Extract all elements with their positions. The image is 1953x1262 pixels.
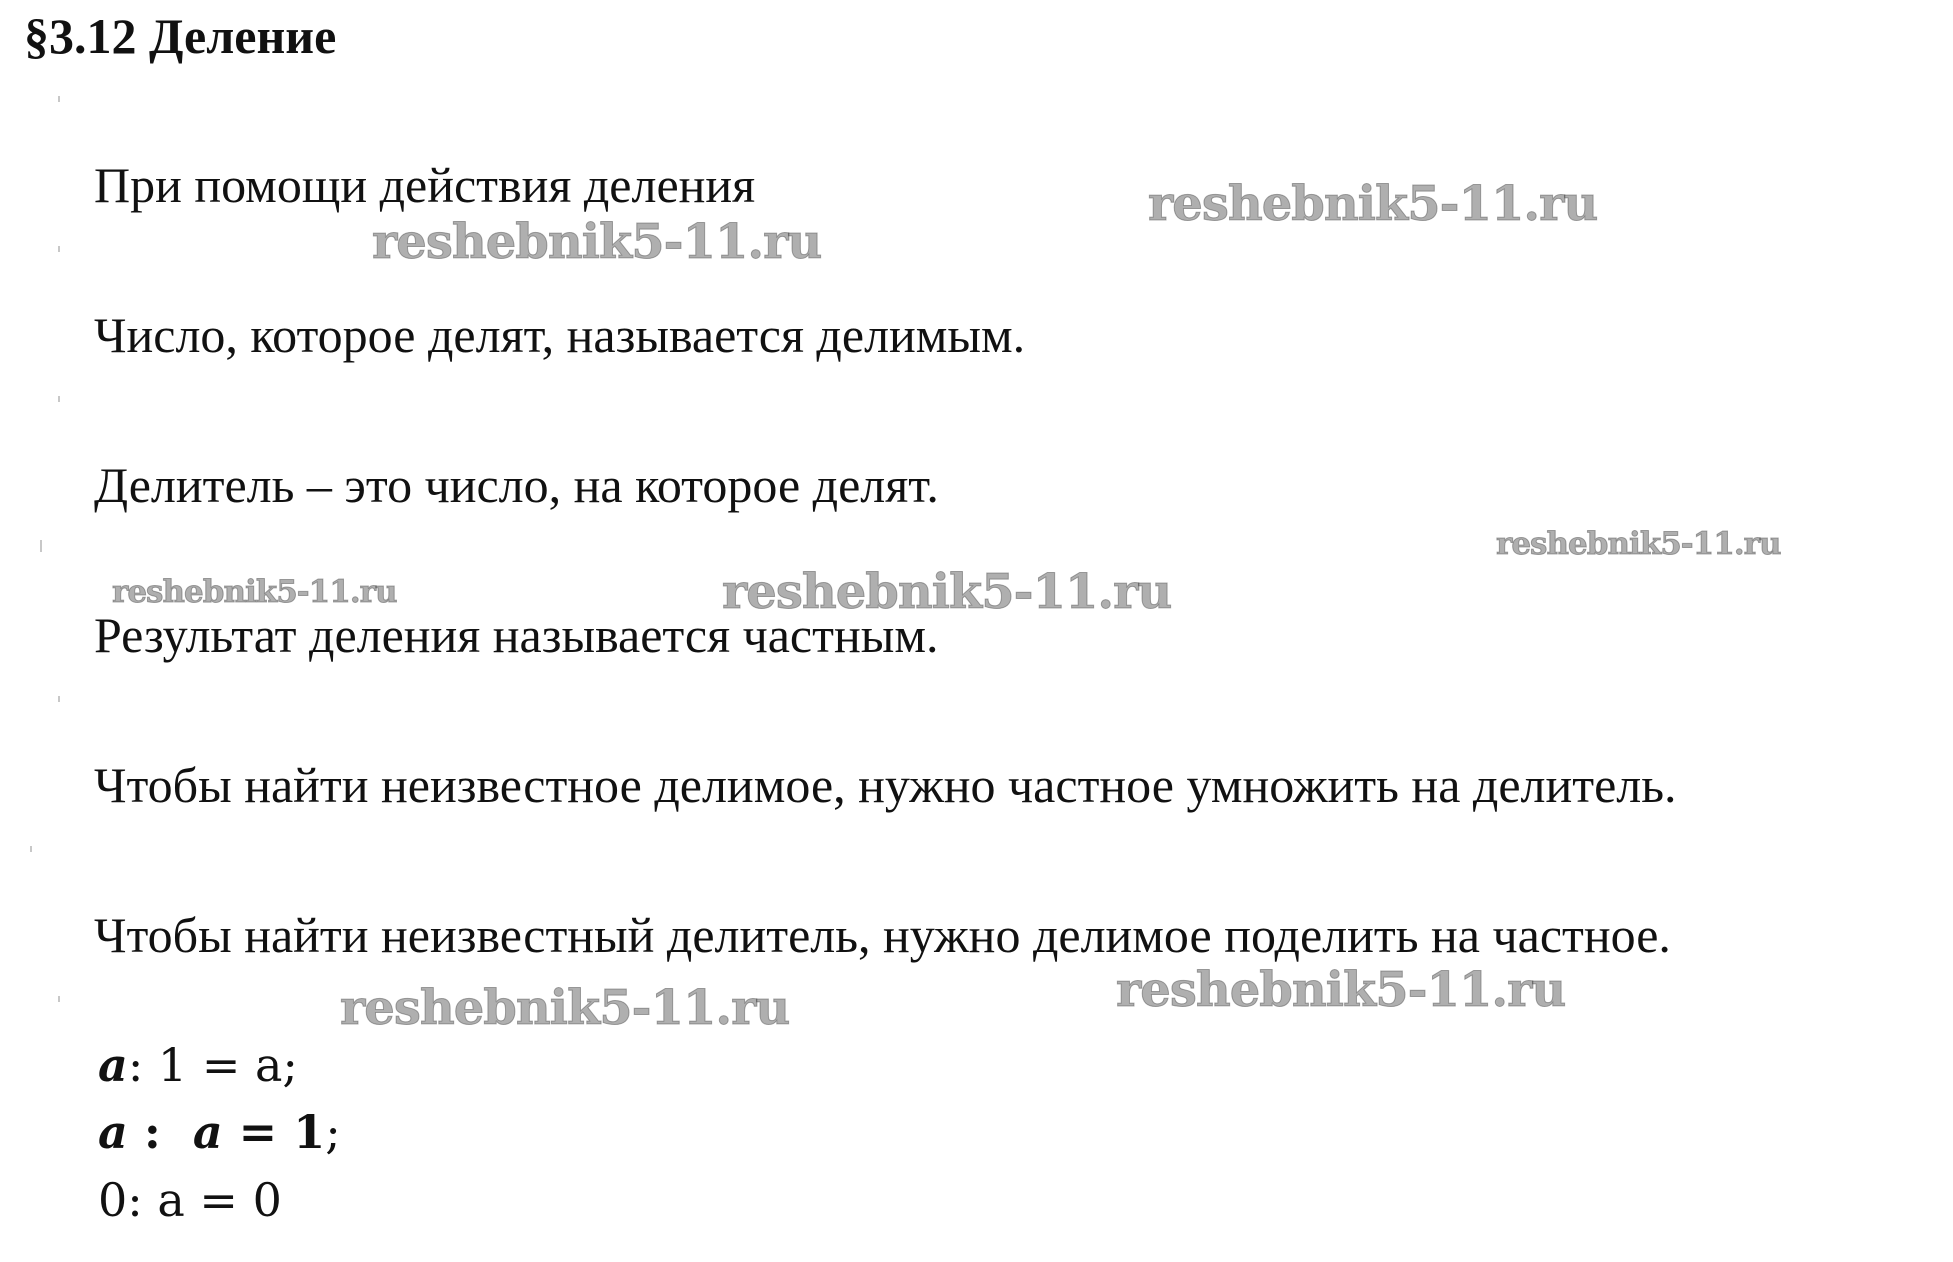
- formula-zero-divided: 0: a = 0: [98, 1173, 282, 1227]
- paragraph-division-intro: При помощи действия деления: [94, 157, 756, 213]
- margin-mark: [58, 246, 60, 252]
- margin-mark: [58, 996, 60, 1002]
- margin-mark: [58, 696, 60, 702]
- paragraph-find-dividend-rule: Чтобы найти неизвестное делимое, нужно частное умножить на делитель.: [94, 757, 1677, 813]
- watermark: reshebnik5-11.ru: [340, 980, 790, 1036]
- formula-divide-by-self: [98, 1102, 341, 1162]
- formula-operator: :: [127, 1105, 193, 1159]
- margin-mark: [30, 846, 32, 852]
- watermark: reshebnik5-11.ru: [1148, 176, 1598, 232]
- watermark: reshebnik5-11.ru: [722, 564, 1172, 620]
- paragraph-quotient-definition: Результат деления называется частным.: [94, 607, 939, 663]
- section-title: §3.12 Деление: [24, 8, 337, 64]
- watermark: reshebnik5-11.ru: [112, 574, 397, 610]
- margin-mark: [58, 396, 60, 402]
- margin-mark: [58, 96, 60, 102]
- formula-variable: a: [98, 1105, 128, 1159]
- watermark: reshebnik5-11.ru: [1496, 526, 1781, 562]
- paragraph-dividend-definition: Число, которое делят, называется делимым.: [94, 307, 1026, 363]
- formula-end: ;: [325, 1105, 341, 1159]
- margin-mark: [40, 540, 42, 552]
- formula-divide-by-one: [98, 1035, 298, 1095]
- formula-result: 1: [293, 1105, 326, 1159]
- formula-equals: =: [222, 1105, 294, 1159]
- paragraph-find-divisor-rule: Чтобы найти неизвестный делитель, нужно делимое поделить на частное.: [94, 907, 1671, 963]
- formula-text: : 1 = a;: [127, 1038, 298, 1092]
- watermark: reshebnik5-11.ru: [1116, 962, 1566, 1018]
- formula-variable: a: [192, 1105, 223, 1159]
- watermark: reshebnik5-11.ru: [372, 214, 822, 270]
- paragraph-divisor-definition: Делитель – это число, на которое делят.: [94, 457, 939, 513]
- formula-variable: a: [98, 1038, 128, 1092]
